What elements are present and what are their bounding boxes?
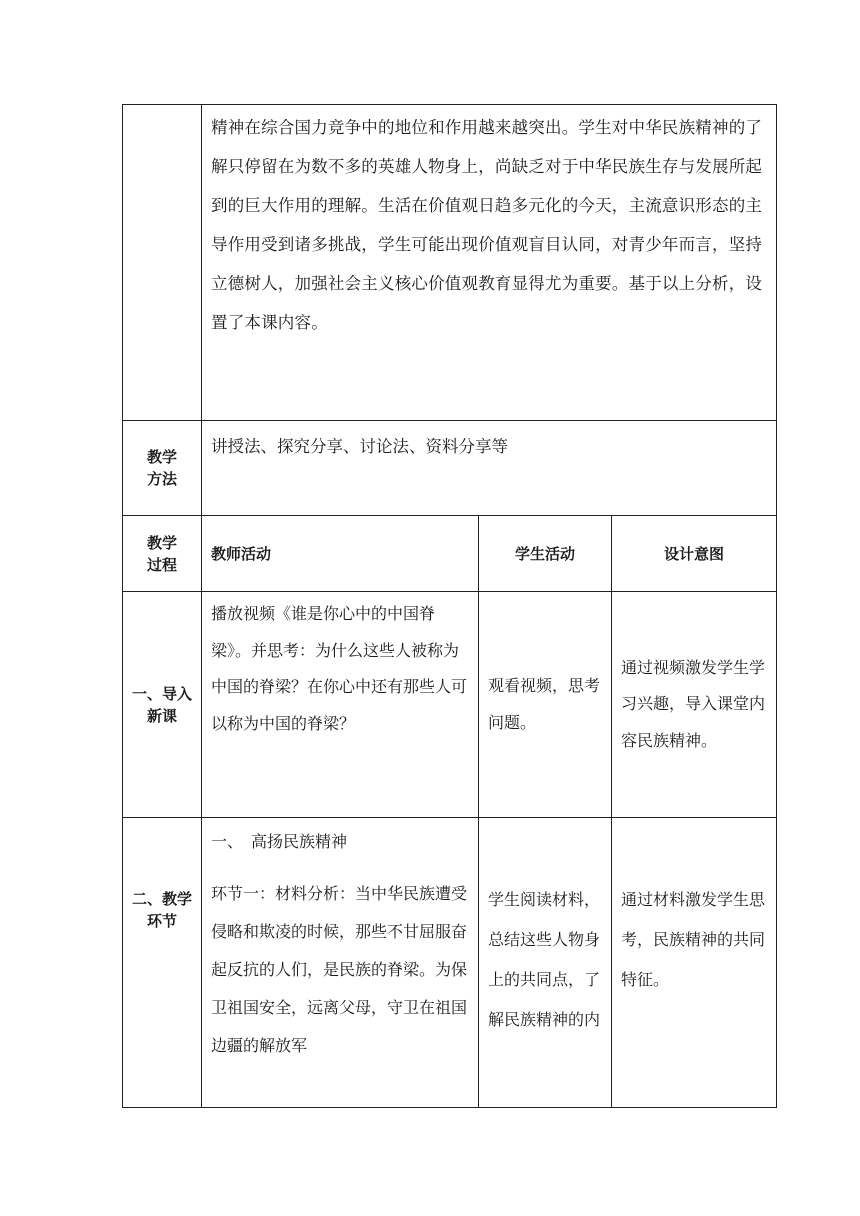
table-row [123, 818, 777, 1108]
student-activity-text: 学生阅读材料，总结这些人物身上的共同点，了解民族精神的内 [488, 890, 601, 1029]
section-gap [202, 861, 478, 875]
process-label-line2: 过程 [146, 555, 177, 574]
student-activity-text: 观看视频，思考问题。 [488, 676, 601, 732]
method-row [123, 421, 777, 516]
lesson-plan-table [122, 104, 777, 1108]
section-title: 一、 高扬民族精神 [211, 832, 348, 851]
design-intent-cell [612, 818, 777, 1108]
stage-label [123, 592, 202, 818]
teacher-activity-cell [202, 818, 479, 1108]
stage-label-line1: 一、导入 [131, 684, 192, 703]
method-label-line2: 方法 [146, 470, 177, 488]
stage-label-line2: 环节 [146, 912, 177, 930]
table-row [123, 592, 777, 818]
design-intent-text: 通过视频激发学生学习兴趣，导入课堂内容民族精神。 [621, 657, 766, 750]
col-header-student: 学生活动 [479, 516, 612, 592]
analysis-row [123, 105, 777, 421]
student-activity-cell [479, 818, 612, 1108]
stage-label-line1: 二、教学 [131, 890, 192, 908]
teacher-activity-cell [202, 592, 479, 818]
process-header-row [123, 516, 777, 592]
stage-label-line2: 新课 [146, 706, 177, 725]
method-text: 讲授法、探究分享、讨论法、资料分享等 [211, 437, 508, 456]
analysis-label-cell [123, 105, 202, 421]
method-text-cell [202, 421, 777, 516]
design-intent-text: 通过材料激发学生思考，民族精神的共同特征。 [621, 890, 766, 989]
col-header-design: 设计意图 [612, 516, 777, 592]
teacher-activity-text: 环节一：材料分析：当中华民族遭受侵略和欺凌的时候，那些不甘屈服奋起反抗的人们，是民族的脊梁。为保卫祖国安全，远离父母，守卫在祖国边疆的解放军 [211, 883, 468, 1055]
process-label [123, 516, 202, 592]
col-header-teacher: 教师活动 [202, 516, 479, 592]
method-label-line1: 教学 [146, 448, 177, 466]
student-activity-cell [479, 592, 612, 818]
method-label [123, 421, 202, 516]
process-label-line1: 教学 [146, 533, 177, 552]
teacher-activity-text: 播放视频《谁是你心中的中国脊梁》。并思考：为什么这些人被称为中国的脊梁？在你心中还有那些人可以称为中国的脊梁？ [211, 604, 468, 733]
stage-label [123, 818, 202, 1108]
analysis-text-cell [202, 105, 777, 421]
analysis-text: 精神在综合国力竞争中的地位和作用越来越突出。学生对中华民族精神的了解只停留在为数不多的英雄人物身上，尚缺乏对于中华民族生存与发展所起到的巨大作用的理解。生活在价值观日趋多元化的今天，主流意识形态的主导作用受到诸多挑战，学生可能出现价值观盲目认同，对青少年而言，坚持立德树人，加强社会主义核心价值观教育显得尤为重要。基于以上分析，设置了本课内容。 [211, 118, 763, 332]
design-intent-cell [612, 592, 777, 818]
